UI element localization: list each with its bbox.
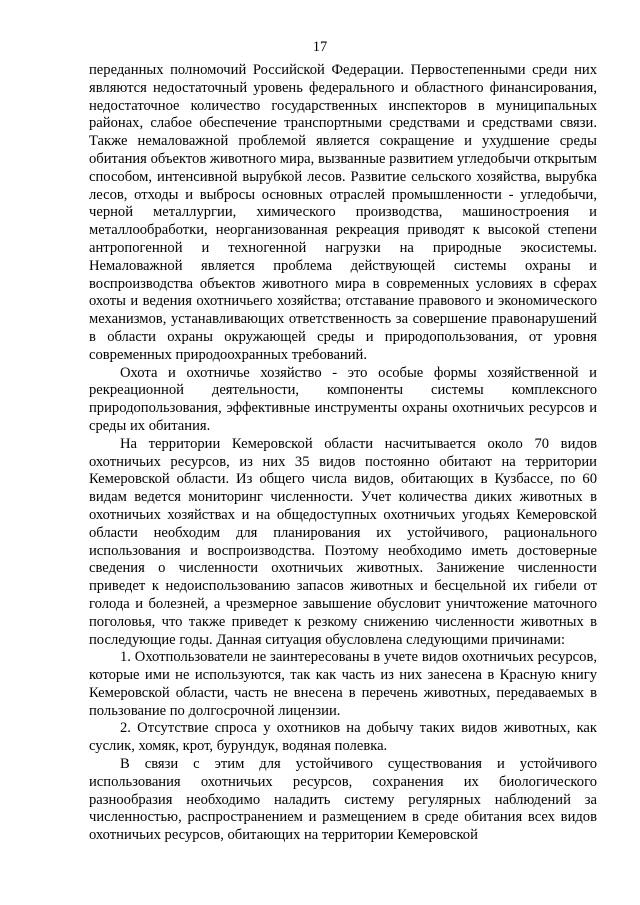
list-item: 2. Отсутствие спроса у охотников на добычу таких видов животных, как суслик, хомяк, крот, бурундук, водяная полевка. (89, 720, 597, 755)
body-text (89, 62, 597, 845)
paragraph: На территории Кемеровской области насчитывается около 70 видов охотничьих ресурсов, из них 35 видов постоянно обитают на территории Кемеровской области. Из общего числа видов, обитающих в Кузбассе, по 60 видам ведется мониторинг численности. Учет количества диких животных в охотничьих хозяйствах и на общедоступных охотничьих угодьях Кемеровской области необходим для планирования их устойчивого, рационального использования и воспроизводства. Поэтому необходимо иметь достоверные сведения о численности охотничьих животных. Занижение численности приведет к недоиспользованию запасов животных и бесцельной их гибели от голода и болезней, а чрезмерное завышение обусловит уничтожение маточного поголовья, что также приведет к резкому снижению численности животных в последующие годы. Данная ситуация обусловлена следующими причинами: (89, 435, 597, 648)
paragraph: переданных полномочий Российской Федерации. Первостепенными среди них являются недостаточный уровень федерального и областного финансирования, недостаточное количество государственных инспекторов в муниципальных районах, слабое обеспечение транспортными средствами и средствами связи. Также немаловажной проблемой является сокращение и ухудшение среды обитания объектов животного мира, вызванные развитием угледобычи открытым способом, интенсивной вырубкой лесов. Развитие сельского хозяйства, вырубка лесов, отходы и выбросы основных отраслей промышленности - угледобычи, черной металлургии, химического производства, машиностроения и металлообработки, неорганизованная рекреация приводят к высокой степени антропогенной и техногенной нагрузки на природные экосистемы. Немаловажной является проблема действующей системы охраны и воспроизводства объектов животного мира в современных условиях в сферах охоты и ведения охотничьего хозяйства; отставание правового и экономического механизмов, устанавливающих ответственность за совершение правонарушений в области охраны окружающей среды и природопользования, от уровня современных природоохранных требований. (89, 62, 597, 363)
paragraph: В связи с этим для устойчивого существования и устойчивого использования охотничьих ресурсов, сохранения их биологического разнообразия необходимо наладить систему регулярных наблюдений за численностью, распространением и размещением в среде обитания всех видов охотничьих ресурсов, обитающих на территории Кемеровской (89, 756, 597, 844)
list-item: 1. Охотпользователи не заинтересованы в учете видов охотничьих ресурсов, которые ими не используются, так как часть из них занесена в Красную книгу Кемеровской области, часть не внесена в перечень животных, передаваемых в пользование по долгосрочной лицензии. (89, 649, 597, 719)
paragraph: Охота и охотничье хозяйство - это особые формы хозяйственной и рекреационной деятельности, компоненты системы комплексного природопользования, эффективные инструменты охраны охотничьих ресурсов и среды их обитания. (89, 364, 597, 434)
page-number: 17 (312, 39, 328, 55)
